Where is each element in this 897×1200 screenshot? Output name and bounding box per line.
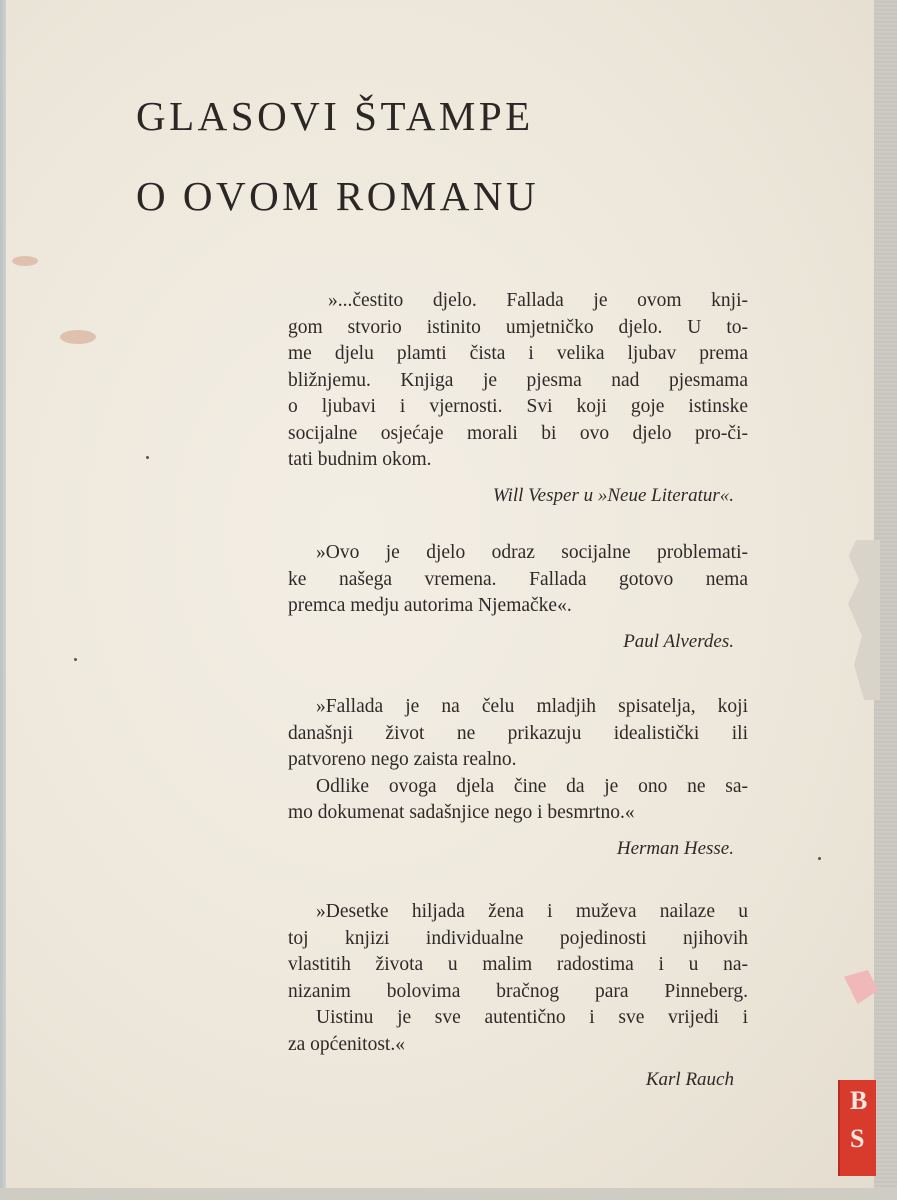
review-will-vesper: [288, 288, 748, 509]
quote-line: patvoreno nego zaista realno.: [288, 749, 517, 770]
review-source: Will Vesper u »Neue Literatur«.: [492, 484, 734, 506]
publisher-logo-label: [838, 1080, 876, 1176]
review-karl-rauch: [288, 899, 748, 1094]
quote-line: mo dokumenat sadašnjice nego i besmrtno.«: [288, 802, 635, 823]
quote-line: Uistinu je sve autentično i sve vrijedi i: [316, 1007, 748, 1028]
quote-line: »Desetke hiljada žena i muževa nailaze u: [316, 901, 748, 922]
quote-line: toj knjizi individualne pojedinosti njihovih: [288, 927, 748, 949]
review-source: Karl Rauch: [645, 1069, 734, 1090]
quote-line: za općenitost.«: [288, 1033, 405, 1055]
review-source: Paul Alverdes.: [623, 630, 734, 652]
logo-letter-2: S: [850, 1124, 865, 1153]
quote-line: »...čestito djelo. Fallada je ovom knji-: [328, 290, 748, 311]
quote-line: premca medju autorima Njemačke«.: [288, 595, 572, 616]
heading-line-2: O OVOM ROMANU: [136, 173, 540, 219]
bottom-edge: [0, 1188, 897, 1200]
quote-line: bližnjemu. Knjiga je pjesma nad pjesmama: [288, 369, 748, 391]
logo-letter-1: B: [850, 1086, 868, 1115]
quote-line: ke našega vremena. Fallada gotovo nema: [288, 568, 748, 590]
foxing-stain: [12, 256, 38, 266]
review-herman-hesse: [288, 694, 748, 862]
quote-line: vlastitih života u malim radostima i u na-: [288, 954, 748, 975]
review-source: Herman Hesse.: [616, 837, 734, 859]
quote-line: o ljubavi i vjernosti. Svi koji goje istinske: [288, 396, 748, 417]
ink-spot: [74, 658, 77, 661]
quote-line: socijalne osjećaje morali bi ovo djelo pro-či-: [288, 422, 748, 444]
ink-spot: [146, 456, 149, 459]
quote-line: tati budnim okom.: [288, 449, 432, 470]
quote-line: Odlike ovoga djela čine da je ono ne sa-: [316, 775, 748, 797]
review-paul-alverdes: [288, 540, 748, 655]
quote-line: »Ovo je djelo odraz socijalne problemati-: [316, 542, 748, 563]
quote-line: gom stvorio istinito umjetničko djelo. U to-: [288, 316, 748, 338]
foxing-stain: [60, 330, 96, 344]
quote-line: me djelu plamti čista i velika ljubav prema: [288, 343, 748, 364]
ink-spot: [818, 857, 821, 860]
quote-line: »Fallada je na čelu mladjih spisatelja, koji: [316, 696, 748, 717]
quote-line: nizanim bolovima bračnog para Pinneberg.: [288, 980, 748, 1002]
heading-line-1: GLASOVI ŠTAMPE: [136, 93, 534, 139]
quote-line: današnji život ne prikazuju idealistički ili: [288, 722, 748, 744]
